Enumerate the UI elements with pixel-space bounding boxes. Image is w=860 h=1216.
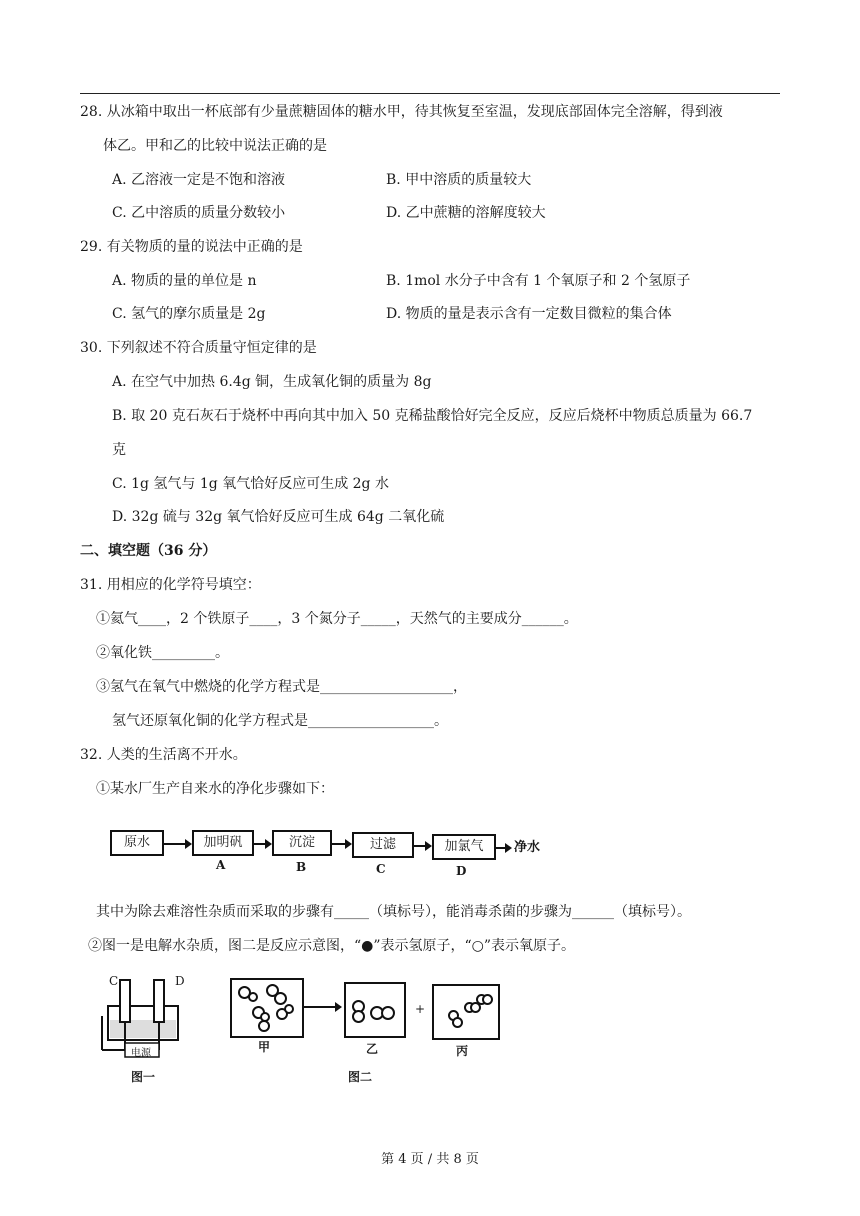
q32-line3: ②图一是电解水杂质，图二是反应示意图，“●”表示氢原子，“○”表示氧原子。: [88, 938, 576, 954]
q30-option-c: C. 1g 氢气与 1g 氧气恰好反应可生成 2g 水: [112, 476, 389, 492]
flow-label-a: A: [216, 858, 226, 872]
fig1-label-c: C: [109, 974, 119, 988]
q28-stem-line2: 体乙。甲和乙的比较中说法正确的是: [103, 138, 327, 154]
fig1-label-d: D: [175, 974, 185, 988]
fig2-label-jia: 甲: [258, 1040, 271, 1054]
q30-stem: 30. 下列叙述不符合质量守恒定律的是: [80, 340, 317, 356]
plus-sign: +: [415, 1002, 426, 1016]
q28-option-a: A. 乙溶液一定是不饱和溶液: [112, 172, 286, 188]
flow-arrow: [164, 843, 190, 845]
q31-line1: ①氦气____，2 个铁原子____，3 个氮分子_____，天然气的主要成分______。: [96, 611, 578, 627]
flow-end-pure-water: 净水: [514, 840, 541, 855]
oxygen-atom-icon: [381, 1006, 395, 1020]
flow-label-c: C: [376, 862, 386, 876]
page-footer: 第 4 页 / 共 8 页: [381, 1152, 479, 1167]
section-heading: 二、填空题（36 分）: [80, 543, 217, 559]
q28-option-b: B. 甲中溶质的质量较大: [386, 172, 532, 188]
fig1-caption: 图一: [131, 1070, 156, 1084]
q28-option-c: C. 乙中溶质的质量分数较小: [112, 205, 286, 221]
q29-option-d: D. 物质的量是表示含有一定数目微粒的集合体: [386, 306, 672, 322]
hydrogen-atom-icon: [248, 992, 258, 1002]
q29-option-c: C. 氢气的摩尔质量是 2g: [112, 306, 266, 322]
q29-option-a: A. 物质的量的单位是 n: [112, 273, 257, 289]
top-rule: [80, 93, 780, 94]
q32-stem: 32. 人类的生活离不开水。: [80, 747, 247, 763]
flow-arrow: [414, 845, 430, 847]
q31-line2: ②氧化铁_________。: [96, 645, 229, 661]
q30-option-b-line1: B. 取 20 克石灰石于烧杯中再向其中加入 50 克稀盐酸恰好完全反应，反应后烧杯中物质总质量为 66.7: [112, 408, 753, 424]
flow-box-raw-water: 原水: [110, 830, 164, 856]
fig2-caption: 图二: [348, 1070, 373, 1084]
reaction-arrow: [304, 1006, 340, 1008]
flow-box-chlorine: 加氯气: [432, 834, 496, 860]
frame-jia: [230, 978, 304, 1038]
frame-bing: [432, 984, 500, 1040]
q30-option-d: D. 32g 硫与 32g 氧气恰好反应可生成 64g 二氧化硫: [112, 509, 445, 525]
oxygen-atom-icon: [274, 992, 287, 1005]
q31-line4: 氢气还原氧化铜的化学方程式是__________________。: [112, 713, 448, 729]
hydrogen-atom-icon: [284, 1004, 294, 1014]
flow-arrow: [496, 847, 510, 849]
q28-option-d: D. 乙中蔗糖的溶解度较大: [386, 205, 546, 221]
q30-option-a: A. 在空气中加热 6.4g 铜，生成氧化铜的质量为 8g: [112, 374, 432, 390]
flow-box-filter: 过滤: [352, 832, 414, 858]
fig2-label-yi: 乙: [366, 1042, 379, 1056]
q30-option-b-line2: 克: [112, 442, 126, 458]
flow-box-sediment: 沉淀: [272, 830, 332, 856]
q32-line1: ①某水厂生产自来水的净化步骤如下：: [96, 781, 334, 797]
flow-label-b: B: [296, 860, 307, 874]
flow-arrow: [332, 843, 350, 845]
hydrogen-atom-icon: [452, 1017, 463, 1028]
oxygen-atom-icon: [258, 1020, 270, 1032]
flow-box-alum: 加明矾: [192, 830, 254, 856]
q31-stem: 31. 用相应的化学符号填空：: [80, 577, 261, 593]
frame-yi: [344, 982, 406, 1038]
fig2-label-bing: 丙: [456, 1044, 469, 1058]
oxygen-atom-icon: [352, 1010, 365, 1023]
hydrogen-atom-icon: [470, 1002, 481, 1013]
q29-stem: 29. 有关物质的量的说法中正确的是: [80, 239, 303, 255]
q32-line2: 其中为除去难溶性杂质而采取的步骤有_____（填标号），能消毒杀菌的步骤为______（填标号）。: [96, 904, 691, 920]
hydrogen-atom-icon: [482, 994, 493, 1005]
fig1-power-label: 电源: [131, 1048, 151, 1059]
flow-arrow: [254, 843, 270, 845]
q28-stem-line1: 28. 从冰箱中取出一杯底部有少量蔗糖固体的糖水甲，待其恢复至室温，发现底部固体完全溶解，得到液: [80, 104, 723, 120]
flow-label-d: D: [456, 864, 467, 878]
q29-option-b: B. 1mol 水分子中含有 1 个氧原子和 2 个氢原子: [386, 273, 691, 289]
q31-line3: ③氢气在氧气中燃烧的化学方程式是___________________，: [96, 679, 467, 695]
